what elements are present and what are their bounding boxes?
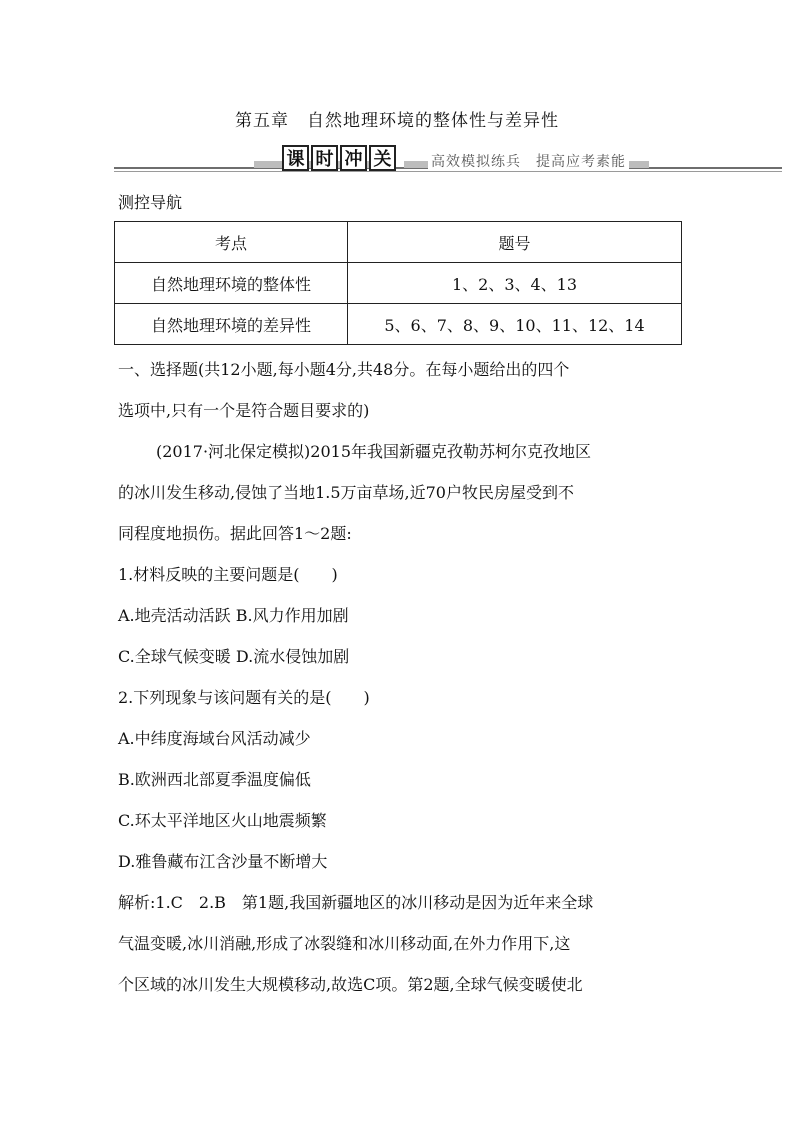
question-stem: 1.材料反映的主要问题是( ) [118,565,338,584]
section-heading-line: 选项中,只有一个是符合题目要求的) [118,401,370,420]
question-content [118,349,684,1005]
table-header-row [115,222,682,263]
table-header-topic: 考点 [115,222,348,263]
table-cell-topic: 自然地理环境的差异性 [115,304,348,345]
table-row [115,304,682,345]
explanation-line: 气温变暖,冰川消融,形成了冰裂缝和冰川移动面,在外力作用下,这 [118,934,571,953]
explanation-line: 解析:1.C 2.B 第1题,我国新疆地区的冰川移动是因为近年来全球 [118,893,594,912]
answer-option: C.全球气候变暖 D.流水侵蚀加剧 [118,647,350,666]
banner-char: 时 [311,145,338,171]
banner-title-boxes [282,145,396,171]
banner-char: 课 [282,145,309,171]
chapter-title: 第五章 自然地理环境的整体性与差异性 [235,111,559,131]
answer-option: A.地壳活动活跃 B.风力作用加剧 [118,606,349,625]
passage-line: (2017·河北保定模拟)2015年我国新疆克孜勒苏柯尔克孜地区 [156,442,592,461]
passage-line: 的冰川发生移动,侵蚀了当地1.5万亩草场,近70户牧民房屋受到不 [118,483,574,502]
section-label: 测控导航 [118,193,183,212]
banner-char: 关 [369,145,396,171]
section-heading-line: 一、选择题(共12小题,每小题4分,共48分。在每小题给出的四个 [118,360,570,379]
passage-line: 同程度地损伤。据此回答1～2题: [118,524,352,543]
explanation-line: 个区域的冰川发生大规模移动,故选C项。第2题,全球气候变暖使北 [118,975,583,994]
banner-rule-bottom [114,171,782,172]
answer-option: B.欧洲西北部夏季温度偏低 [118,770,311,789]
table-row [115,263,682,304]
lesson-banner [114,143,782,173]
answer-option: C.环太平洋地区火山地震频繁 [118,811,327,830]
table-cell-numbers: 5、6、7、8、9、10、11、12、14 [348,304,682,345]
question-stem: 2.下列现象与该问题有关的是( ) [118,688,370,707]
banner-char: 冲 [340,145,367,171]
table-header-numbers: 题号 [348,222,682,263]
navigation-table [114,221,682,345]
answer-option: D.雅鲁藏布江含沙量不断增大 [118,852,328,871]
table-cell-numbers: 1、2、3、4、13 [348,263,682,304]
banner-slogan: 高效模拟练兵 提高应考素能 [428,151,629,171]
table-cell-topic: 自然地理环境的整体性 [115,263,348,304]
answer-option: A.中纬度海域台风活动减少 [118,729,311,748]
